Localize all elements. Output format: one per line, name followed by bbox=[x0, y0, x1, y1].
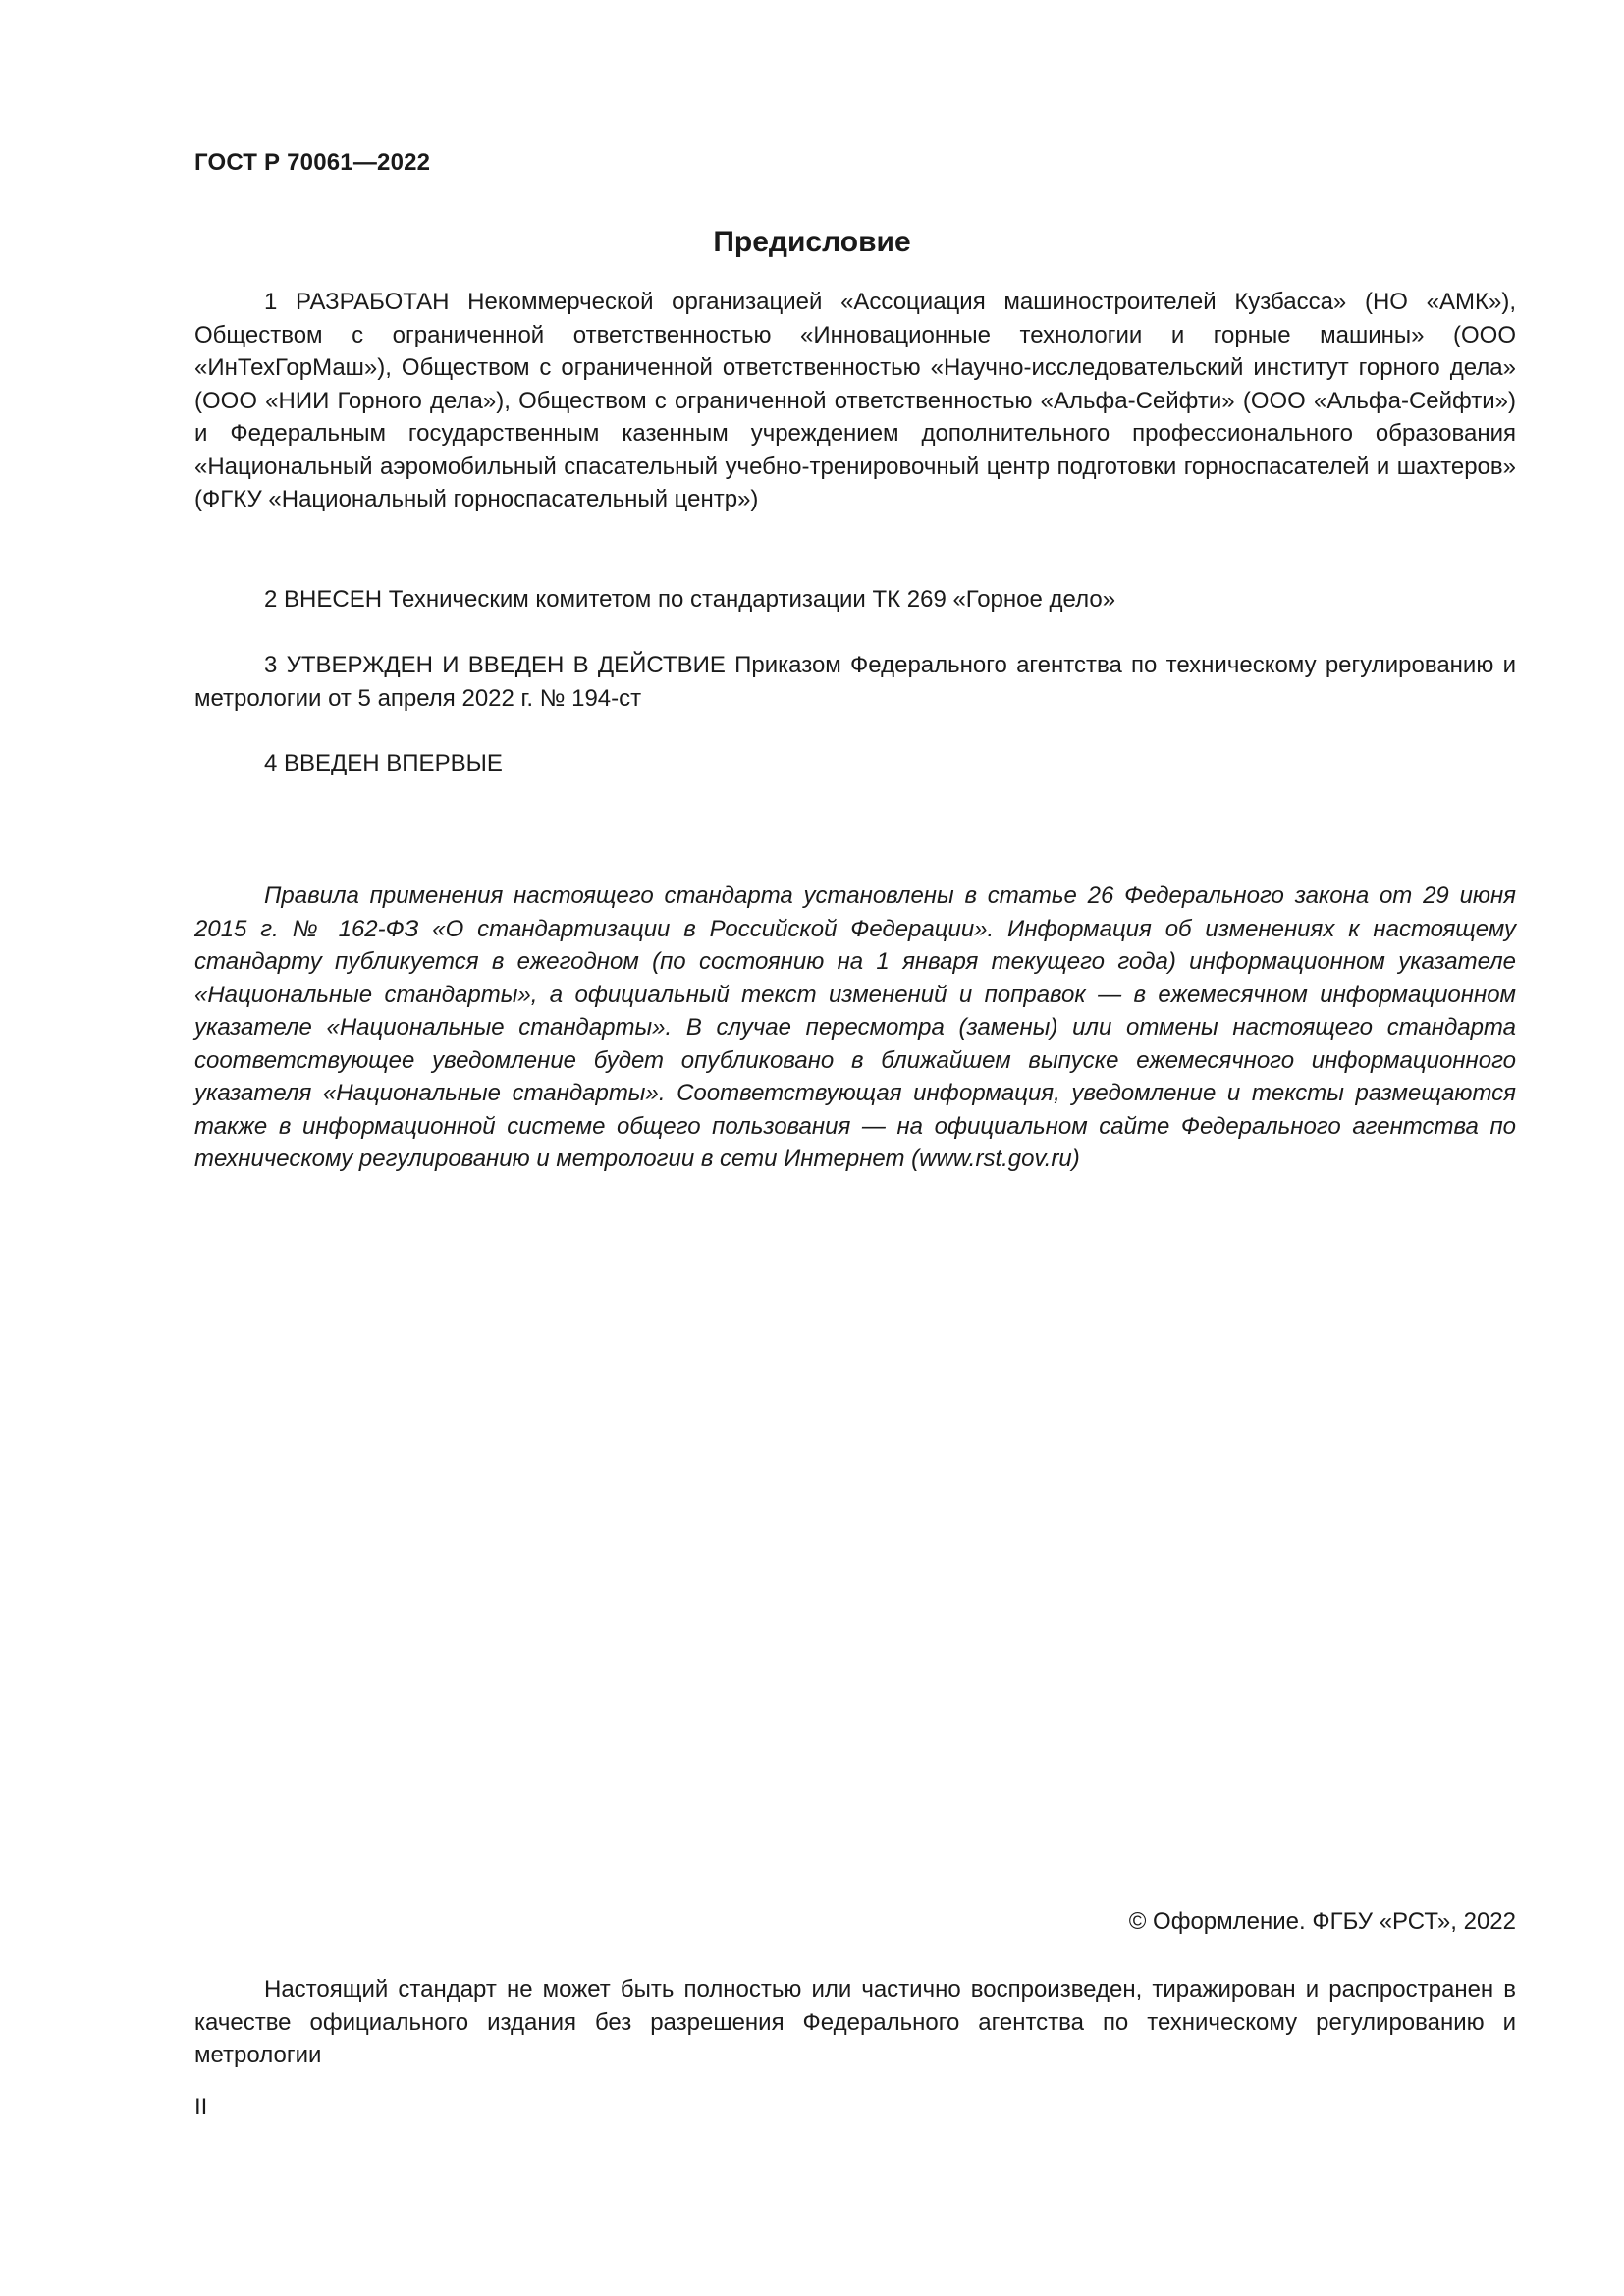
paragraph-approved: 3 УТВЕРЖДЕН И ВВЕДЕН В ДЕЙСТВИЕ Приказом Федерального агентства по техническому регулированию и метрологии от 5 апреля 2022 г. № 194-ст bbox=[194, 652, 1516, 712]
copyright-line: © Оформление. ФГБУ «РСТ», 2022 bbox=[1128, 1908, 1516, 1935]
page-title: Предисловие bbox=[713, 226, 911, 258]
application-rules-notice: Правила применения настоящего стандарта установлены в статье 26 Федерального закона от 29 июня 2015 г. № 162-ФЗ «О стандартизации в Российской Федерации». Информация об изменениях к настоящему стандарту публикуется в ежегодном (по состоянию на 1 января текущего года) информационном указателе «Национальные стандарты», а официальный текст изменений и поправок — в ежемесячном информационном указателе «Национальные стандарты». В случае пересмотра (замены) или отмены настоящего стандарта соответствующее уведомление будет опубликовано в ближайшем выпуске ежемесячного информационного указателя «Национальные стандарты». Соответствующая информация, уведомление и тексты размещаются также в информационной системе общего пользования — на официальном сайте Федерального агентства по техническому регулированию и метрологии в сети Интернет (www.rst.gov.ru) bbox=[194, 882, 1516, 1172]
paragraph-introduced-by: 2 ВНЕСЕН Техническим комитетом по стандартизации ТК 269 «Горное дело» bbox=[264, 586, 1116, 613]
document-id: ГОСТ Р 70061—2022 bbox=[194, 149, 431, 176]
paragraph-first-introduced: 4 ВВЕДЕН ВПЕРВЫЕ bbox=[264, 750, 503, 776]
reproduction-notice: Настоящий стандарт не может быть полностью или частично воспроизведен, тиражирован и распространен в качестве официального издания без разрешения Федерального агентства по техническому регулированию и метрологии bbox=[194, 1976, 1516, 2068]
paragraph-developed-by: 1 РАЗРАБОТАН Некоммерческой организацией «Ассоциация машиностроителей Кузбасса» (НО «АМК»), Обществом с ограниченной ответственностью «Инновационные технологии и горные машины» (ООО «ИнТехГорМаш»), Обществом с ограниченной ответственностью «Научно-исследовательский институт горного дела» (ООО «НИИ Горного дела»), Обществом с ограниченной ответственностью «Альфа-Сейфти» (ООО «Альфа-Сейфти») и Федеральным государственным казенным учреждением дополнительного профессионального образования «Национальный аэромобильный спасательный учебно-тренировочный центр подготовки горноспасателей и шахтеров» (ФГКУ «Национальный горноспасательный центр») bbox=[194, 289, 1516, 512]
page-number: II bbox=[194, 2094, 208, 2120]
